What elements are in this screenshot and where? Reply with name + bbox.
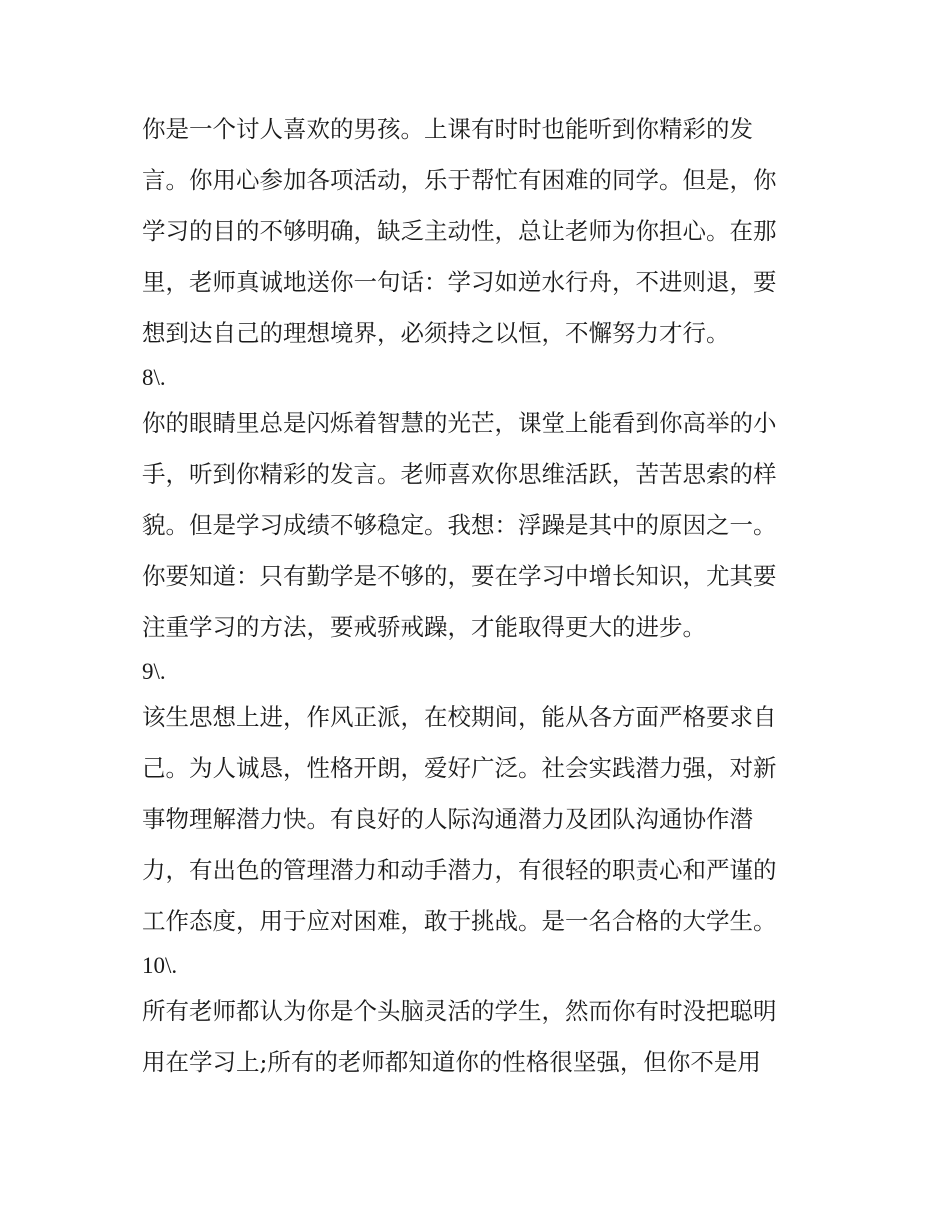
paragraph-line: 该生思想上进，作风正派，在校期间，能从各方面严格要求自 (142, 703, 777, 731)
paragraph-line: 你是一个讨人喜欢的男孩。上课有时时也能听到你精彩的发 (142, 115, 753, 143)
paragraph-line: 手，听到你精彩的发言。老师喜欢你思维活跃，苦苦思索的样 (142, 460, 777, 488)
paragraph-line: 想到达自己的理想境界，必须持之以恒，不懈努力才行。 (142, 319, 730, 347)
paragraph-line: 所有老师都认为你是个头脑灵活的学生，然而你有时没把聪明 (142, 997, 777, 1025)
item-number: 9\. (142, 659, 166, 684)
paragraph-line: 貌。但是学习成绩不够稳定。我想：浮躁是其中的原因之一。 (142, 511, 777, 539)
paragraph-line: 用在学习上;所有的老师都知道你的性格很坚强，但你不是用 (142, 1048, 761, 1076)
paragraph-line: 力，有出色的管理潜力和动手潜力，有很轻的职责心和严谨的 (142, 856, 777, 884)
item-number: 10\. (142, 953, 178, 978)
item-number: 8\. (142, 365, 166, 390)
paragraph-line: 工作态度，用于应对困难，敢于挑战。是一名合格的大学生。 (142, 907, 777, 935)
paragraph-line: 你要知道：只有勤学是不够的，要在学习中增长知识，尤其要 (142, 562, 777, 590)
paragraph-line: 里，老师真诚地送你一句话：学习如逆水行舟，不进则退，要 (142, 268, 777, 296)
paragraph-line: 注重学习的方法，要戒骄戒躁，才能取得更大的进步。 (142, 613, 706, 641)
paragraph-line: 言。你用心参加各项活动，乐于帮忙有困难的同学。但是，你 (142, 166, 777, 194)
paragraph-line: 学习的目的不够明确，缺乏主动性，总让老师为你担心。在那 (142, 217, 777, 245)
paragraph-line: 己。为人诚恳，性格开朗，爱好广泛。社会实践潜力强，对新 (142, 754, 777, 782)
paragraph-line: 事物理解潜力快。有良好的人际沟通潜力及团队沟通协作潜 (142, 805, 753, 833)
paragraph-line: 你的眼睛里总是闪烁着智慧的光芒，课堂上能看到你高举的小 (142, 409, 777, 437)
